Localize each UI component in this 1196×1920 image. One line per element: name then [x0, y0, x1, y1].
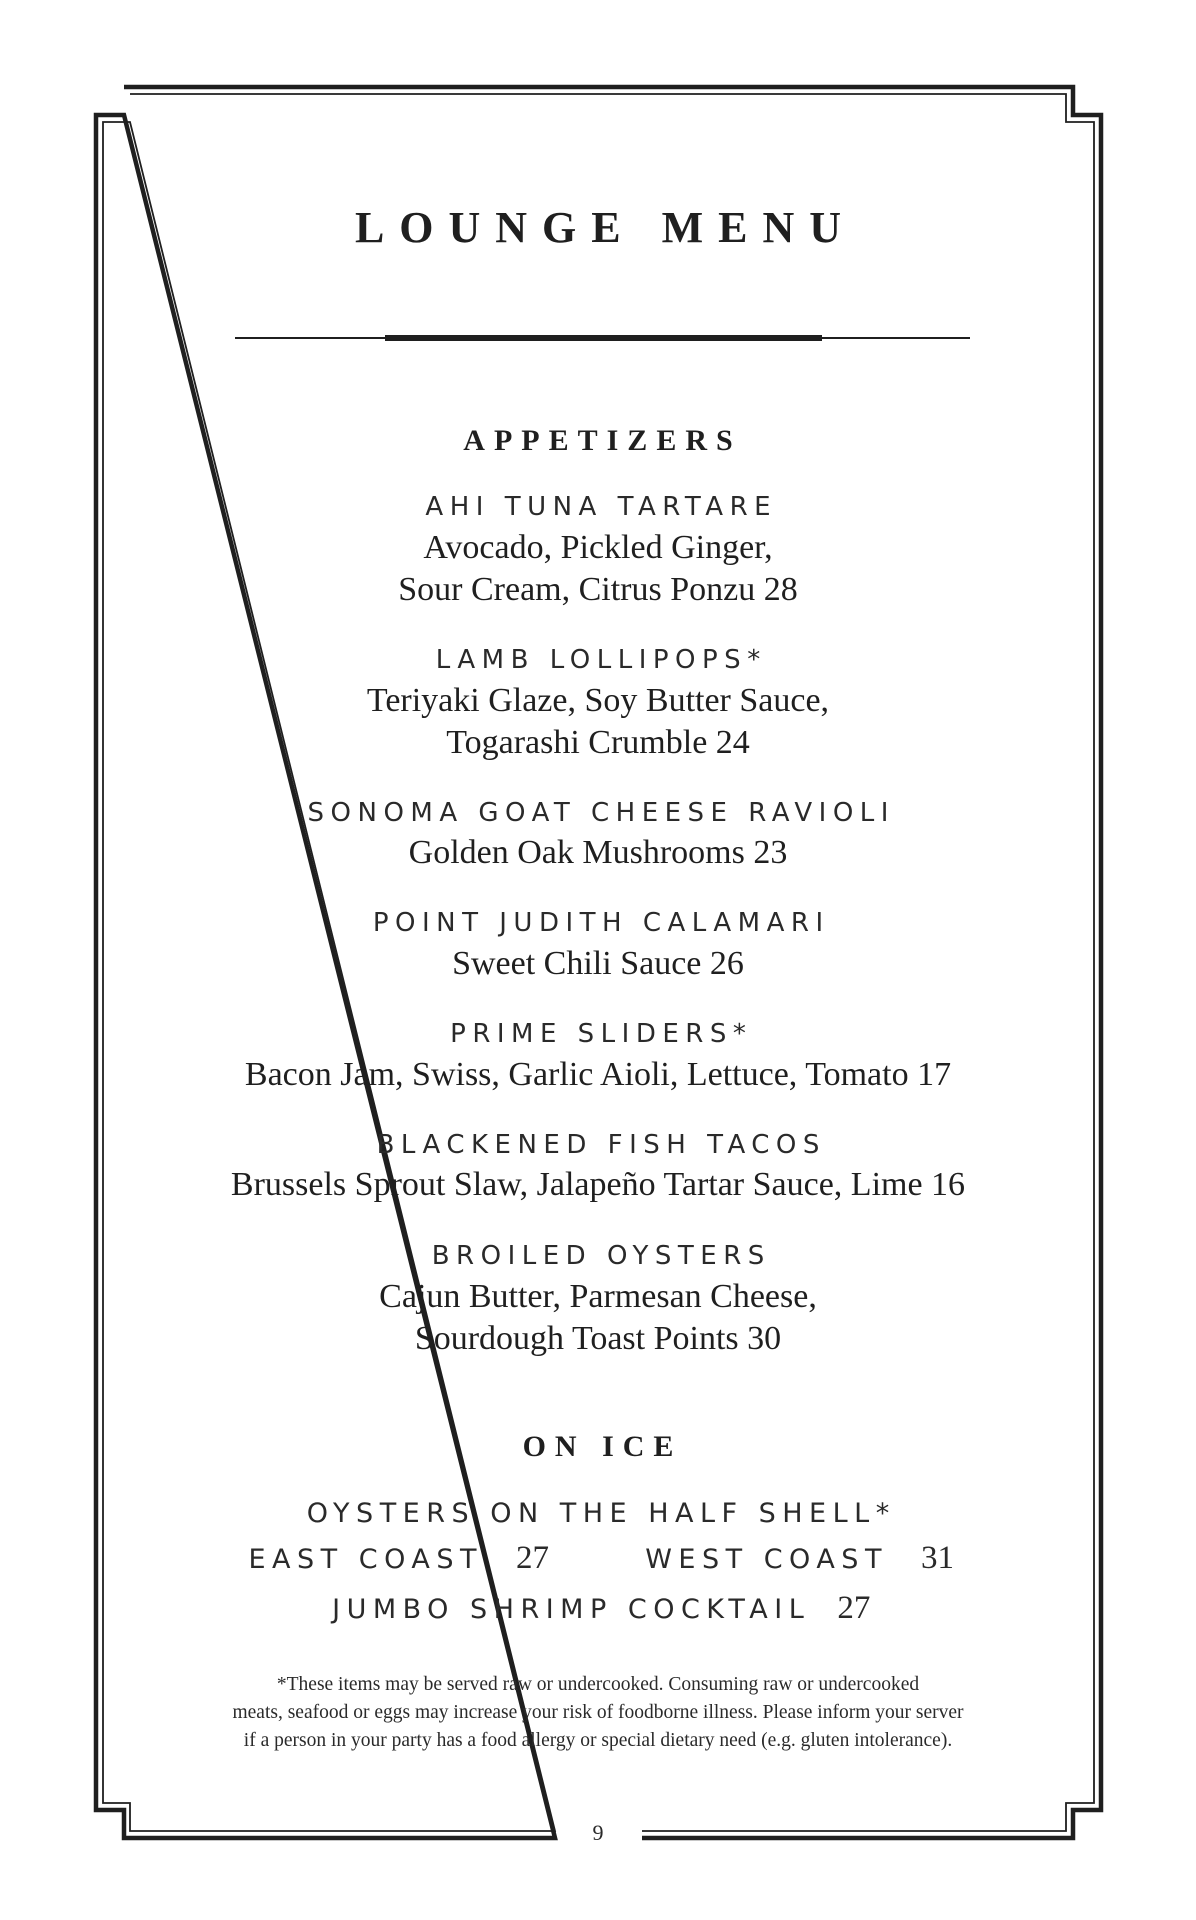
menu-item-description: Avocado, Pickled Ginger,: [423, 529, 773, 566]
shrimp-cocktail-price: 27: [837, 1590, 871, 1626]
menu-item-name: AHI TUNA TARTARE: [425, 492, 778, 522]
page-title: LOUNGE MENU: [354, 203, 857, 252]
menu-item-description: Sourdough Toast Points 30: [414, 1320, 782, 1357]
menu-item-description: Brussels Sprout Slaw, Jalapeño Tartar Sauce, Lime 16: [230, 1166, 966, 1203]
footnote-line: *These items may be served raw or undercooked. Consuming raw or undercooked: [276, 1674, 920, 1695]
menu-item-description: Togarashi Crumble 24: [446, 724, 750, 761]
menu-item-name: SONOMA GOAT CHEESE RAVIOLI: [307, 798, 895, 828]
menu-item-description: Bacon Jam, Swiss, Garlic Aioli, Lettuce, Tomato 17: [244, 1056, 952, 1093]
menu-item-name: LAMB LOLLIPOPS*: [435, 645, 767, 675]
menu-item-description: Sweet Chili Sauce 26: [452, 945, 744, 982]
menu-item-name: BLACKENED FISH TACOS: [376, 1130, 826, 1160]
oyster-prices-row: [0, 1540, 1196, 1577]
footnote-line: meats, seafood or eggs may increase your risk of foodborne illness. Please inform your server: [232, 1702, 964, 1723]
shrimp-cocktail-row: [0, 1590, 1196, 1627]
page-number: 9: [592, 1820, 604, 1845]
east-coast-label: EAST COAST: [248, 1544, 483, 1575]
west-coast-label: WEST COAST: [645, 1544, 888, 1575]
menu-item-description: Golden Oak Mushrooms 23: [408, 834, 788, 871]
menu-item-name: PRIME SLIDERS*: [450, 1019, 753, 1049]
menu-item-description: Sour Cream, Citrus Ponzu 28: [398, 571, 798, 608]
east-coast-price: 27: [516, 1540, 550, 1576]
menu-item-name: BROILED OYSTERS: [431, 1241, 771, 1271]
west-coast-price: 31: [921, 1540, 955, 1576]
section-heading-on-ice: ON ICE: [522, 1430, 683, 1463]
shrimp-cocktail-label: JUMBO SHRIMP COCKTAIL: [332, 1594, 811, 1625]
footnote-line: if a person in your party has a food allergy or special dietary need (e.g. gluten intolerance).: [243, 1730, 953, 1751]
oysters-half-shell-label: OYSTERS ON THE HALF SHELL*: [306, 1498, 896, 1529]
section-heading-appetizers: APPETIZERS: [463, 424, 742, 457]
menu-item-name: POINT JUDITH CALAMARI: [372, 908, 830, 938]
menu-item-description: Cajun Butter, Parmesan Cheese,: [379, 1278, 817, 1315]
menu-item-description: Teriyaki Glaze, Soy Butter Sauce,: [366, 682, 830, 719]
